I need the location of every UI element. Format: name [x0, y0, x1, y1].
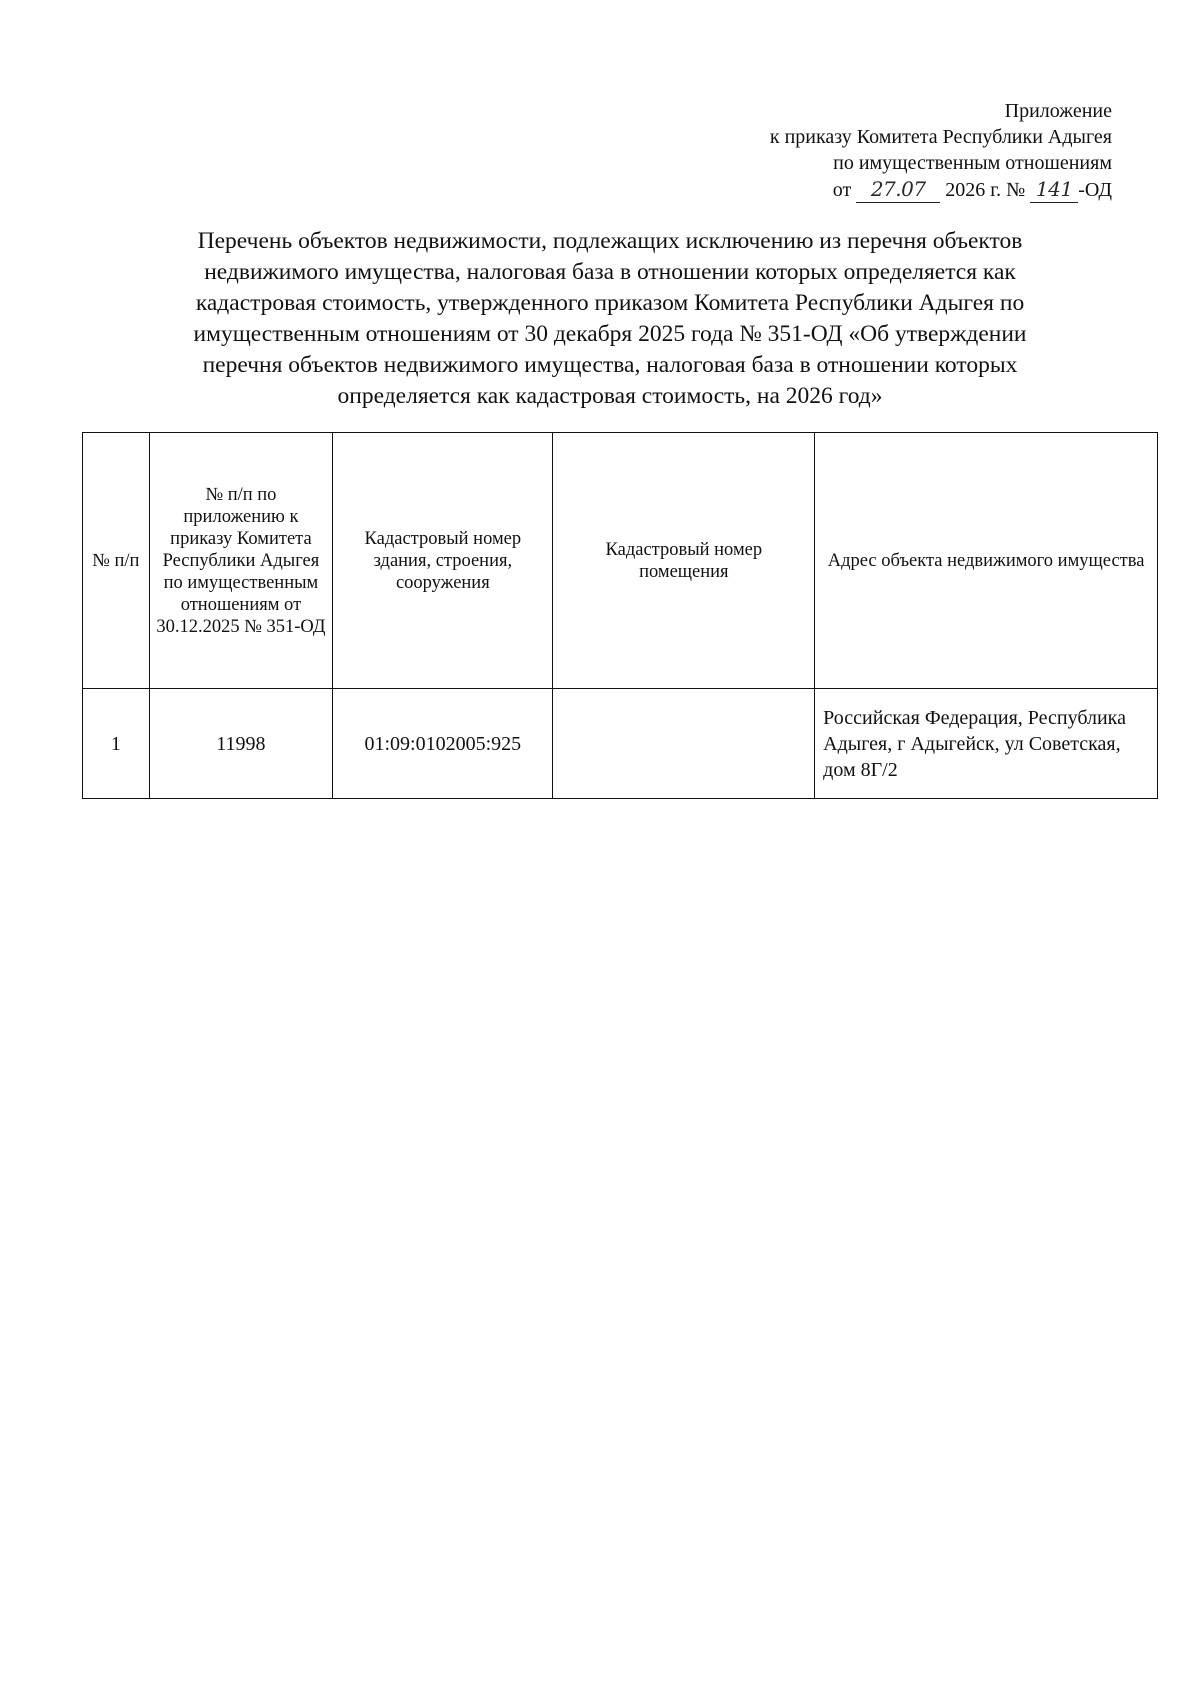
cell-building-cadastral: 01:09:0102005:925 — [333, 689, 553, 799]
header-premise-cadastral: Кадастровый номер помещения — [553, 433, 815, 689]
title-line: перечня объектов недвижимого имущества, налоговая база в отношении которых — [202, 352, 1018, 378]
document-title — [110, 226, 1110, 412]
header-building-cadastral: Кадастровый номер здания, строения, сооружения — [333, 433, 553, 689]
table-row — [83, 689, 1158, 799]
title-line: имущественным отношениям от 30 декабря 2025 года № 351-ОД «Об утверждении — [193, 321, 1027, 347]
appendix-order-ref: к приказу Комитета Республики Адыгея — [769, 126, 1112, 148]
date-year: 2026 г. № — [945, 179, 1026, 201]
appendix-committee: по имущественным отношениям — [833, 152, 1112, 174]
handwritten-number: 141 — [1030, 176, 1078, 203]
cell-premise-cadastral — [553, 689, 815, 799]
header-appendix-number: № п/п по приложению к приказу Комитета Республики Адыгея по имущественным отношениям от 30.12.2025 № 351-ОД — [149, 433, 333, 689]
header-row-number: № п/п — [83, 433, 150, 689]
cell-row-number: 1 — [83, 689, 150, 799]
date-prefix: от — [832, 179, 852, 201]
title-line: Перечень объектов недвижимости, подлежащих исключению из перечня объектов — [197, 228, 1023, 254]
appendix-header — [770, 98, 1112, 203]
appendix-label: Приложение — [1004, 100, 1112, 122]
property-table — [82, 432, 1158, 799]
number-suffix: -ОД — [1078, 179, 1112, 201]
handwritten-date: 27.07 — [856, 176, 940, 203]
cell-appendix-number: 11998 — [149, 689, 333, 799]
cell-address: Российская Федерация, Республика Адыгея, г Адыгейск, ул Советская, дом 8Г/2 — [815, 689, 1158, 799]
title-line: недвижимого имущества, налоговая база в отношении которых определяется как — [204, 259, 1016, 285]
title-line: определяется как кадастровая стоимость, на 2026 год» — [337, 383, 883, 409]
table-header-row — [83, 433, 1158, 689]
header-address: Адрес объекта недвижимого имущества — [815, 433, 1158, 689]
title-line: кадастровая стоимость, утвержденного приказом Комитета Республики Адыгея по — [195, 290, 1025, 316]
appendix-date-line — [770, 176, 1112, 203]
